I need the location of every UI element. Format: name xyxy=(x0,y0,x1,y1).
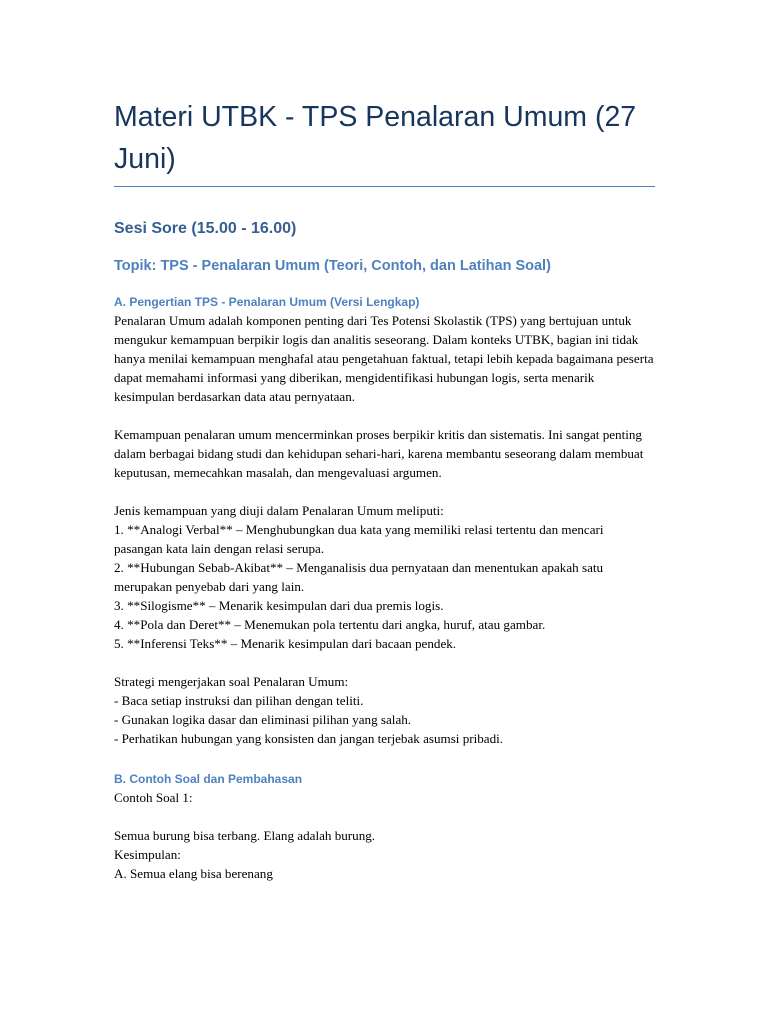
section-a-heading: A. Pengertian TPS - Penalaran Umum (Versi Lengkap) xyxy=(114,295,420,309)
spacer xyxy=(114,807,654,826)
answer-option-a: A. Semua elang bisa berenang xyxy=(114,866,273,881)
strategy-list-intro: Strategi mengerjakan soal Penalaran Umum: xyxy=(114,674,349,689)
example-premise: Semua burung bisa terbang. Elang adalah burung. xyxy=(114,828,376,843)
session-heading: Sesi Sore (15.00 - 16.00) xyxy=(114,220,297,237)
title-underline xyxy=(114,186,655,187)
ability-list-item: 5. **Inferensi Teks** – Menarik kesimpulan dari bacaan pendek. xyxy=(114,636,457,651)
strategy-list-item: - Gunakan logika dasar dan eliminasi pilihan yang salah. xyxy=(114,712,412,727)
section-a-paragraph-1: Penalaran Umum adalah komponen penting dari Tes Potensi Skolastik (TPS) yang bertujuan untuk mengukur kemampuan berpikir logis dan analitis seseorang. Dalam konteks UTBK, bagian ini tidak hanya menilai kemampuan menghafal atau pengetahuan faktual, tetapi lebih kepada bagaimana peserta dapat memahami informasi yang diberikan, mengidentifikasi hubungan logis, serta menarik kesimpulan berdasarkan data atau pernyataan. xyxy=(114,313,654,404)
ability-list-item: 3. **Silogisme** – Menarik kesimpulan dari dua premis logis. xyxy=(114,598,444,613)
strategy-list-item: - Perhatikan hubungan yang konsisten dan jangan terjebak asumsi pribadi. xyxy=(114,731,504,746)
spacer xyxy=(114,653,654,672)
conclusion-label: Kesimpulan: xyxy=(114,847,181,862)
ability-list-item: 2. **Hubungan Sebab-Akibat** – Menganalisis dua pernyataan dan menentukan apakah satu merupakan penyebab dari yang lain. xyxy=(114,560,604,594)
ability-list-item: 1. **Analogi Verbal** – Menghubungkan dua kata yang memiliki relasi tertentu dan mencari pasangan kata lain dengan relasi serupa. xyxy=(114,522,604,556)
strategy-list-item: - Baca setiap instruksi dan pilihan dengan teliti. xyxy=(114,693,364,708)
ability-list-item: 4. **Pola dan Deret** – Menemukan pola tertentu dari angka, huruf, atau gambar. xyxy=(114,617,546,632)
section-a-paragraph-2: Kemampuan penalaran umum mencerminkan proses berpikir kritis dan sistematis. Ini sangat penting dalam berbagai bidang studi dan kehidupan sehari-hari, karena membantu seseorang dalam membuat keputusan, memecahkan masalah, dan mengevaluasi argumen. xyxy=(114,427,644,480)
document-title: Materi UTBK - TPS Penalaran Umum (27 Juni) xyxy=(114,101,637,175)
spacer xyxy=(114,482,654,501)
section-b-heading: B. Contoh Soal dan Pembahasan xyxy=(114,772,303,786)
example-label: Contoh Soal 1: xyxy=(114,790,193,805)
ability-list-intro: Jenis kemampuan yang diuji dalam Penalaran Umum meliputi: xyxy=(114,503,444,518)
spacer xyxy=(114,406,654,425)
topic-heading: Topik: TPS - Penalaran Umum (Teori, Contoh, dan Latihan Soal) xyxy=(114,258,551,274)
